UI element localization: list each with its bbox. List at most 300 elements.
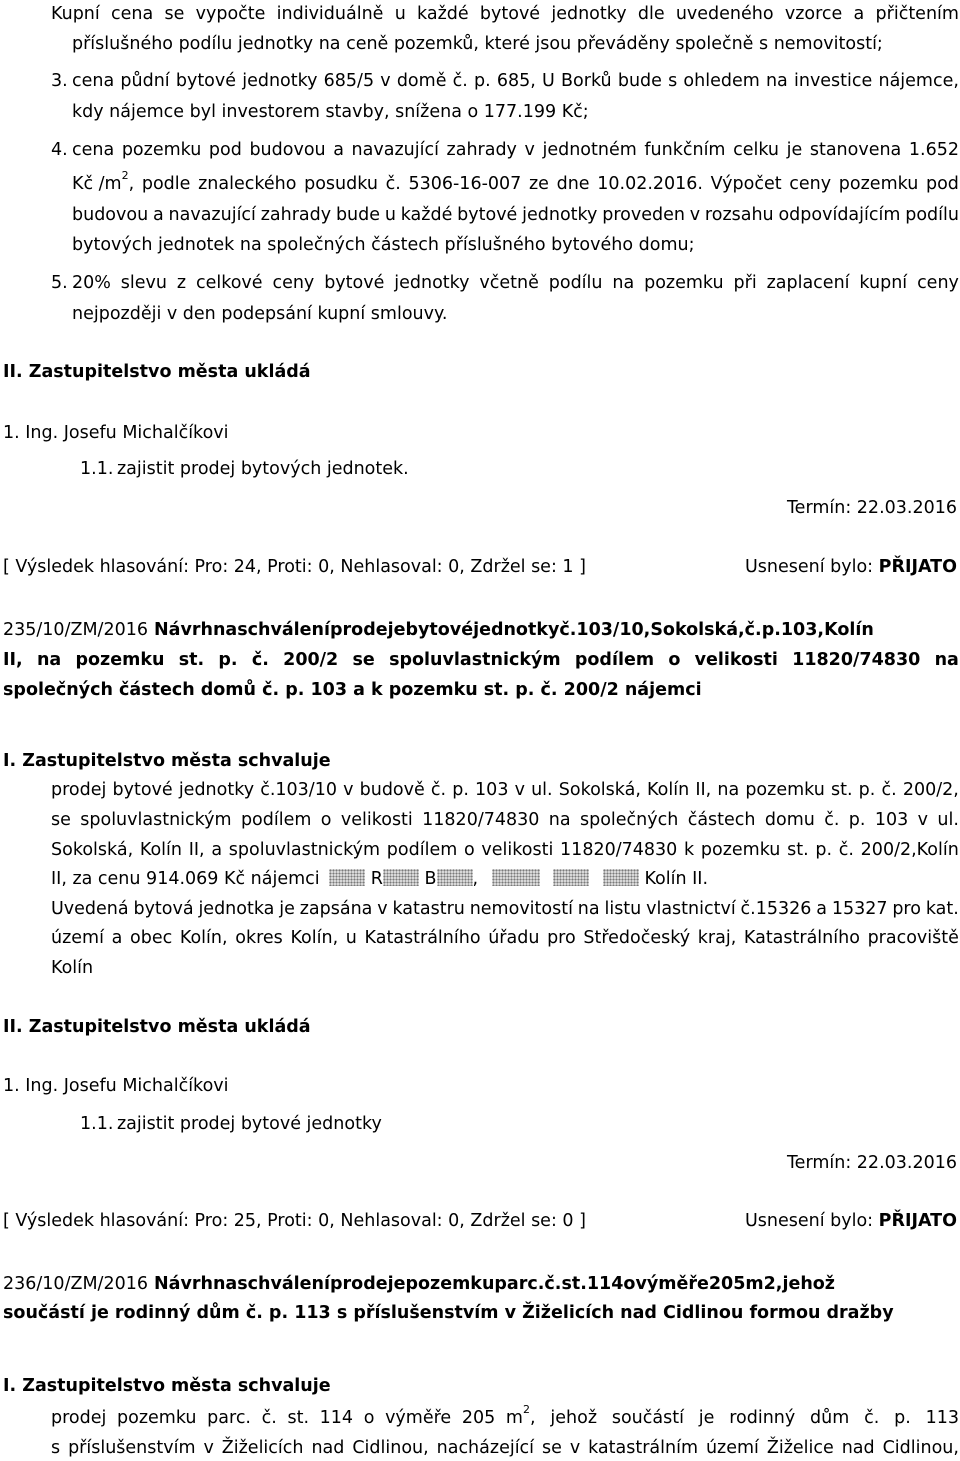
- word: 200/2,: [902, 780, 959, 800]
- word: je: [279, 899, 295, 919]
- word: pro: [547, 928, 576, 948]
- word: a: [853, 4, 865, 24]
- word: znaleckého: [198, 174, 297, 194]
- word: se: [541, 1438, 562, 1458]
- word: katastrálním: [588, 1438, 699, 1458]
- resolution-235-body-line-7: Kolín: [51, 958, 94, 978]
- redaction-block: [329, 869, 365, 886]
- resolution-235-body-line-6: [51, 927, 959, 949]
- word: kraj,: [697, 928, 737, 948]
- word: investice: [793, 71, 873, 91]
- redaction-block: [437, 869, 473, 886]
- word: jehož: [550, 1408, 598, 1428]
- resolution-236-title-start: [154, 1273, 959, 1295]
- word: uvedeného: [675, 4, 774, 24]
- word: se: [352, 650, 375, 670]
- word: Cidlinou,: [882, 1438, 959, 1458]
- word: spoluvlastnickým: [80, 810, 232, 830]
- word: 200/2: [283, 650, 339, 670]
- word: kupní: [859, 273, 908, 293]
- word: 11820/74830: [560, 840, 678, 860]
- resolution-236-body-line-1-end: [530, 1407, 959, 1429]
- resolution-236-heading: I. Zastupitelstvo města schvaluje: [3, 1376, 331, 1396]
- word: parc.: [207, 1408, 251, 1428]
- word: na: [212, 1274, 238, 1294]
- word: jednotném: [542, 140, 637, 160]
- item-4-line-2: [72, 169, 959, 195]
- word: podílem: [574, 650, 655, 670]
- word: celkové: [195, 273, 263, 293]
- item-4-line-1: [72, 139, 959, 161]
- word: pod: [208, 140, 242, 160]
- word: p.: [761, 620, 781, 640]
- word: st.: [561, 1274, 587, 1294]
- word: v: [524, 140, 535, 160]
- word: podílem: [240, 810, 312, 830]
- word: na: [577, 899, 600, 919]
- word: jednotky: [473, 620, 560, 640]
- task-text-1: zajistit prodej bytových jednotek.: [117, 459, 409, 479]
- word: a: [211, 840, 223, 860]
- word: m: [505, 1408, 523, 1428]
- word: č.: [881, 780, 897, 800]
- resolution-status-label-2: Usnesení bylo:: [744, 1211, 874, 1231]
- word: dle: [637, 4, 665, 24]
- word: 10.02.2016.: [597, 174, 703, 194]
- resolution-235-body-line-4: [51, 868, 708, 890]
- word: rodinný: [729, 1408, 796, 1428]
- word: 685/5: [323, 71, 375, 91]
- word: rozsahu: [704, 205, 774, 225]
- word: o: [668, 650, 681, 670]
- word: domě: [396, 71, 447, 91]
- section-heading-uklada-2: II. Zastupitelstvo města ukládá: [3, 1017, 311, 1037]
- word: na: [612, 273, 635, 293]
- item-5-line-1: [72, 272, 959, 294]
- item-4-unit: Kč /m: [72, 174, 122, 194]
- word: zaplacení: [766, 273, 850, 293]
- resolution-status-value-1: PŘIJATO: [878, 557, 957, 577]
- word: m2,: [745, 1274, 783, 1294]
- word: pro: [892, 899, 921, 919]
- word: 103: [475, 780, 509, 800]
- word: s: [51, 1438, 61, 1458]
- item-3-number: 3.: [51, 71, 68, 91]
- word: 114: [586, 1274, 624, 1294]
- word: dům: [810, 1408, 850, 1428]
- word: je: [698, 1408, 715, 1428]
- word: Uvedená: [51, 899, 129, 919]
- word: č.: [864, 1408, 880, 1428]
- word: o: [320, 810, 332, 830]
- word: úřadu: [488, 928, 540, 948]
- word: na: [717, 780, 740, 800]
- word: katastru: [392, 899, 465, 919]
- item-4-line-3: [72, 204, 959, 226]
- word: Katastrálního: [743, 928, 860, 948]
- word: č.: [261, 1408, 277, 1428]
- area-unit-exponent: 2: [523, 1403, 530, 1416]
- word: Návrh: [153, 620, 213, 640]
- word: obec: [130, 928, 173, 948]
- responsible-person-2: 1. Ing. Josefu Michalčíkovi: [3, 1076, 229, 1096]
- word: se: [51, 810, 71, 830]
- word: 205: [461, 1408, 496, 1428]
- word: budově: [359, 780, 425, 800]
- word: budovou: [249, 140, 326, 160]
- word: zahrady: [260, 205, 332, 225]
- resolution-235-id: 235/10/ZM/2016: [3, 620, 148, 640]
- word: při: [733, 273, 757, 293]
- word: stanovena: [809, 140, 902, 160]
- word: a: [333, 140, 344, 160]
- word: jednotky: [551, 4, 627, 24]
- word: prodej: [51, 1408, 107, 1428]
- buyer-city: Kolín II.: [644, 869, 709, 889]
- word: bytové: [112, 780, 173, 800]
- word: v: [377, 899, 388, 919]
- word: zahrady: [446, 140, 517, 160]
- word: v: [203, 1438, 214, 1458]
- word: parc.: [494, 1274, 545, 1294]
- word: č.: [838, 840, 854, 860]
- word: 114: [319, 1408, 354, 1428]
- word: č.: [544, 1274, 562, 1294]
- resolution-235-body-line-3: [51, 839, 959, 861]
- section-heading-uklada-1: II. Zastupitelstvo města ukládá: [3, 362, 311, 382]
- word: na: [548, 810, 571, 830]
- item-4-line-2-rest: [129, 173, 959, 195]
- word: vypočte: [195, 4, 266, 24]
- word: č.: [452, 71, 468, 91]
- word: o: [463, 840, 475, 860]
- word: Návrh: [153, 1274, 213, 1294]
- word: na: [934, 650, 959, 670]
- word: u: [345, 928, 357, 948]
- word: podílem: [386, 840, 458, 860]
- word: pozemku: [745, 780, 825, 800]
- word: v: [514, 780, 525, 800]
- word: proveden: [602, 205, 685, 225]
- word: st.: [830, 780, 853, 800]
- word: v: [917, 810, 928, 830]
- word: 103: [874, 810, 909, 830]
- buyer-price-text: II, za cenu 914.069 Kč nájemci: [51, 869, 320, 889]
- word: 11820/74830: [792, 650, 921, 670]
- word: II,: [188, 840, 205, 860]
- word: dne: [556, 174, 590, 194]
- resolution-235-body-line-2: [51, 809, 959, 831]
- word: p.: [848, 810, 866, 830]
- vote-result-1: [ Výsledek hlasování: Pro: 24, Proti: 0, Nehlasoval: 0, Zdržel se: 1 ]: [3, 557, 586, 577]
- word: č.: [824, 810, 840, 830]
- word: ,: [530, 1408, 536, 1428]
- word: 5306-16-007: [408, 174, 522, 194]
- word: Středočeský: [583, 928, 691, 948]
- deadline-2: Termín: 22.03.2016: [786, 1153, 957, 1173]
- word: z: [176, 273, 187, 293]
- word: se: [164, 4, 185, 24]
- word: ul.: [937, 810, 959, 830]
- word: každé: [417, 4, 469, 24]
- word: vlastnictví: [646, 899, 736, 919]
- redaction-block: [553, 869, 589, 886]
- word: jednotka: [198, 899, 275, 919]
- word: pod: [925, 174, 959, 194]
- word: p.: [474, 71, 491, 91]
- word: o: [623, 1274, 636, 1294]
- word: bude: [335, 205, 381, 225]
- word: U: [542, 71, 555, 91]
- resolution-236-title-line-1: [3, 1273, 959, 1295]
- redacted-initial-b: B: [424, 869, 437, 889]
- word: velikosti: [340, 810, 413, 830]
- word: č.15326: [740, 899, 812, 919]
- word: 200/2,Kolín: [860, 840, 959, 860]
- word: individuálně: [276, 4, 384, 24]
- resolution-236-body-line-1: [51, 1403, 959, 1429]
- word: u: [394, 4, 406, 24]
- word: budovou: [72, 205, 149, 225]
- word: jednotky: [394, 273, 470, 293]
- word: na: [765, 71, 788, 91]
- vote-result-2: [ Výsledek hlasování: Pro: 25, Proti: 0, Nehlasoval: 0, Zdržel se: 0 ]: [3, 1211, 586, 1231]
- word: Sokolská,: [650, 620, 745, 640]
- task-text-2: zajistit prodej bytové jednotky: [117, 1114, 382, 1134]
- word: Katastrálního: [364, 928, 481, 948]
- word: schválení: [237, 1274, 331, 1294]
- word: celku: [733, 140, 780, 160]
- word: je: [786, 140, 803, 160]
- word: Sokolská,: [51, 840, 134, 860]
- word: ceny: [917, 273, 959, 293]
- resolution-236-body-line-2: [51, 1437, 959, 1459]
- word: Kolín,: [179, 928, 228, 948]
- word: Žiželice: [766, 1438, 834, 1458]
- word: č.103/10: [260, 780, 337, 800]
- word: na: [212, 620, 238, 640]
- word: p.: [218, 650, 238, 670]
- redaction-block: [492, 869, 540, 886]
- word: pozemku: [117, 1408, 197, 1428]
- word: cena: [72, 71, 115, 91]
- word: bytové: [457, 205, 518, 225]
- word: nad: [841, 1438, 875, 1458]
- word: p.: [815, 840, 833, 860]
- word: st.: [178, 650, 205, 670]
- item-4-unit-exponent: 2: [121, 169, 129, 182]
- word: zapsána: [299, 899, 373, 919]
- word: pracoviště: [867, 928, 959, 948]
- word: Borků: [561, 71, 612, 91]
- responsible-person-1: 1. Ing. Josefu Michalčíkovi: [3, 423, 229, 443]
- word: 15327: [831, 899, 888, 919]
- word: podílu: [905, 205, 959, 225]
- word: č.: [744, 620, 762, 640]
- word: st.: [287, 1408, 310, 1428]
- word: součástí: [611, 1408, 684, 1428]
- word: velikosti: [694, 650, 778, 670]
- item-4-number: 4.: [51, 140, 68, 160]
- resolution-235-title-line-2: [3, 649, 959, 671]
- word: kat.: [925, 899, 959, 919]
- word: č.: [430, 780, 447, 800]
- resolution-235-title-line-3: společných částech domů č. p. 103 a k pozemku st. p. č. 200/2 nájemci: [3, 680, 702, 700]
- deadline-1: Termín: 22.03.2016: [786, 498, 957, 518]
- word: bytové: [405, 620, 474, 640]
- redaction-block: [383, 869, 419, 886]
- word: II,: [3, 650, 23, 670]
- word: Sokolská,: [558, 780, 641, 800]
- item-3-line-2: kdy nájemce byl investorem stavby, snížena o 177.199 Kč;: [72, 102, 589, 122]
- word: včetně: [479, 273, 539, 293]
- word: st.: [787, 840, 809, 860]
- redacted-initial-r: R: [370, 869, 383, 889]
- resolution-236-id: 236/10/ZM/2016: [3, 1274, 148, 1294]
- word: 20%: [72, 273, 111, 293]
- word: Kolín: [824, 620, 874, 640]
- word: Kolín: [139, 840, 182, 860]
- word: nad: [311, 1438, 345, 1458]
- resolution-235-body-line-5: [51, 898, 959, 920]
- word: navazující: [351, 140, 439, 160]
- word: a: [111, 928, 123, 948]
- word: spoluvlastnickým: [228, 840, 381, 860]
- word: ze: [528, 174, 549, 194]
- word: výměře: [385, 1408, 452, 1428]
- word: navazující: [168, 205, 256, 225]
- word: s: [668, 71, 678, 91]
- word: spoluvlastnickým: [389, 650, 561, 670]
- word: pozemku: [700, 840, 781, 860]
- word: bude: [617, 71, 662, 91]
- word: podílu: [548, 273, 603, 293]
- word: velikosti: [481, 840, 554, 860]
- word: půdní: [120, 71, 170, 91]
- word: 103,: [780, 620, 825, 640]
- word: č.103/10,: [559, 620, 651, 640]
- word: bytové: [479, 4, 541, 24]
- word: jednotky: [178, 780, 255, 800]
- word: v: [380, 71, 391, 91]
- resolution-status-2: [745, 1210, 957, 1232]
- word: území: [705, 1438, 759, 1458]
- word: a: [816, 899, 827, 919]
- word: funkčním: [644, 140, 726, 160]
- word: částech: [687, 810, 756, 830]
- word: bytová: [133, 899, 194, 919]
- intro-line-2: příslušného podílu jednotky na ceně pozemků, které jsou převáděny společně s nemovitostí;: [72, 34, 883, 54]
- word: k: [684, 840, 695, 860]
- word: ohledem: [683, 71, 760, 91]
- word: p.: [858, 780, 876, 800]
- word: nájemce,: [878, 71, 959, 91]
- word: cena: [111, 4, 154, 24]
- word: listu: [604, 899, 642, 919]
- word: 205: [708, 1274, 746, 1294]
- task-number-2: 1.1.: [80, 1114, 114, 1134]
- word: vzorce: [784, 4, 843, 24]
- word: p.: [452, 780, 469, 800]
- word: okres: [235, 928, 283, 948]
- task-number-1: 1.1.: [80, 459, 114, 479]
- word: schválení: [237, 620, 331, 640]
- resolution-236-body-line-1-start: [51, 1407, 523, 1429]
- word: pozemku: [838, 174, 919, 194]
- resolution-status-label-1: Usnesení bylo:: [744, 557, 874, 577]
- item-5-number: 5.: [51, 273, 68, 293]
- word: ,: [128, 174, 135, 194]
- intro-line-1: [51, 3, 959, 25]
- word: příslušenstvím: [68, 1438, 196, 1458]
- word: pozemku: [405, 1274, 495, 1294]
- word: prodeje: [330, 1274, 406, 1294]
- resolution-235-title-start: [154, 619, 959, 641]
- word: 685,: [496, 71, 536, 91]
- word: nemovitostí: [469, 899, 573, 919]
- word: a: [152, 205, 164, 225]
- word: bytové: [175, 71, 237, 91]
- word: u: [384, 205, 396, 225]
- redaction-block: [603, 869, 639, 886]
- word: v: [689, 205, 701, 225]
- word: posudku: [304, 174, 378, 194]
- word: slevu: [120, 273, 167, 293]
- word: pozemku: [75, 650, 165, 670]
- word: Žiželicích: [221, 1438, 304, 1458]
- word: přičtením: [875, 4, 959, 24]
- word: výměře: [635, 1274, 709, 1294]
- redacted-comma: ,: [472, 869, 479, 889]
- word: Kolín: [647, 780, 690, 800]
- word: podle: [141, 174, 191, 194]
- item-3-line-1: [72, 70, 959, 92]
- word: č.: [385, 174, 401, 194]
- word: ceny: [789, 174, 832, 194]
- word: jednotky: [522, 205, 598, 225]
- resolution-status-value-2: PŘIJATO: [878, 1211, 957, 1231]
- word: odpovídajícím: [778, 205, 901, 225]
- word: Kupní: [51, 4, 100, 24]
- word: na: [36, 650, 62, 670]
- word: pozemku: [121, 140, 202, 160]
- word: Cidlinou,: [352, 1438, 429, 1458]
- word: o: [363, 1408, 375, 1428]
- item-4-line-4: bytových jednotek na společných částech příslušného bytového domu;: [72, 235, 695, 255]
- word: v: [343, 780, 354, 800]
- word: pozemku: [644, 273, 724, 293]
- word: cena: [72, 140, 115, 160]
- word: společných: [579, 810, 679, 830]
- resolution-status-1: [745, 556, 957, 578]
- word: p.: [894, 1408, 911, 1428]
- word: domu: [764, 810, 815, 830]
- word: prodeje: [330, 620, 406, 640]
- word: Kolín,: [290, 928, 339, 948]
- word: bytové: [324, 273, 385, 293]
- word: 1.652: [908, 140, 959, 160]
- word: ceny: [272, 273, 315, 293]
- word: II,: [695, 780, 712, 800]
- word: č.: [251, 650, 269, 670]
- word: jehož: [782, 1274, 835, 1294]
- word: území: [51, 928, 104, 948]
- word: ul.: [531, 780, 553, 800]
- resolution-235-body-line-1: [51, 779, 959, 801]
- resolution-236-title-line-2: součástí je rodinný dům č. p. 113 s příslušenstvím v Žiželicích nad Cidlinou formou dražby: [3, 1303, 894, 1323]
- word: jednotky: [242, 71, 318, 91]
- resolution-235-title-line-1: [3, 619, 959, 641]
